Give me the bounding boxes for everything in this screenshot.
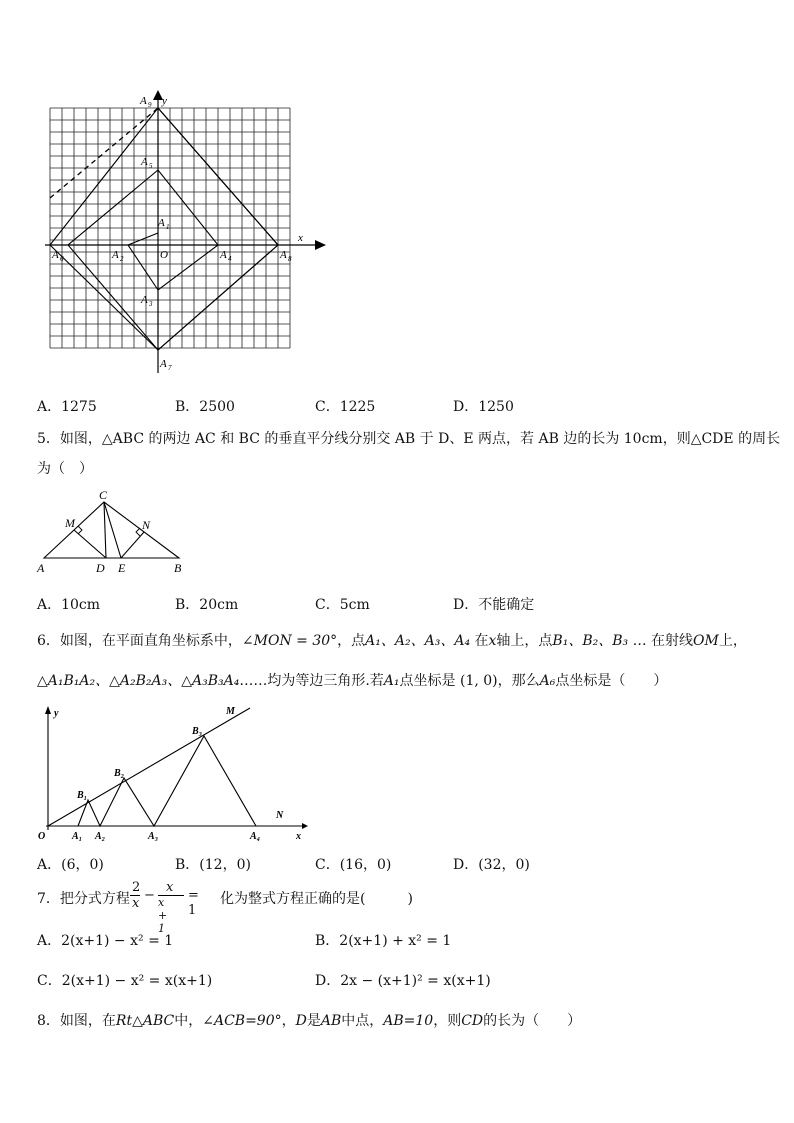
label-n: N (142, 518, 151, 532)
label-m: M (65, 516, 75, 530)
x-axis-arrow (302, 823, 308, 829)
label-a3: A₃ (148, 831, 159, 842)
q4-option-c: C．1225 (315, 399, 376, 415)
label-a6: A (52, 249, 59, 261)
q8-text: 8．如图，在Rt△ABC中，∠ACB=90°，D是AB中点，AB=10，则CD的长为（ ） (37, 1013, 582, 1029)
triangle-figure (36, 488, 188, 576)
label-x: x (296, 831, 301, 842)
svg-text:2: 2 (120, 255, 124, 263)
q6-option-d: D．(32，0) (453, 857, 530, 873)
grid-lines (50, 108, 290, 348)
label-e: E (118, 561, 126, 575)
label-a5: A (141, 156, 148, 168)
label-a: A (37, 561, 45, 575)
q7-text-post: 化为整式方程正确的是( ) (220, 891, 413, 907)
perp-ne (121, 532, 144, 558)
triangles (78, 736, 256, 826)
label-a2: A₂ (95, 831, 106, 842)
label-m: M (226, 706, 235, 717)
label-d: D (96, 561, 105, 575)
right-mark-n (136, 528, 140, 536)
svg-text:9: 9 (148, 101, 152, 109)
q7-text: 7．把分式方程 (37, 891, 130, 907)
label-y: y (162, 95, 167, 107)
q5-text-line2: 为（ ） (37, 461, 93, 477)
label-b2: B₂ (114, 768, 125, 779)
segment-ce (104, 502, 121, 558)
label-b1: B₁ (77, 790, 88, 801)
svg-text:8: 8 (288, 255, 292, 263)
svg-text:4: 4 (228, 255, 232, 263)
label-a4: A₄ (250, 831, 261, 842)
q7-option-c: C．2(x+1) − x² = x(x+1) (37, 973, 213, 989)
q5-text-line1: 5．如图，△ABC 的两边 AC 和 BC 的垂直平分线分别交 AB 于 D、E 两点，若 AB 边的长为 10cm，则△CDE 的周长 (37, 431, 781, 447)
label-c: C (99, 488, 108, 502)
label-a3: A (141, 294, 148, 306)
label-x: x (298, 232, 303, 244)
label-a7: A (160, 358, 167, 370)
q4-option-a: A．1275 (37, 399, 97, 415)
grid-figure (40, 88, 330, 378)
q6-option-a: A．(6，0) (37, 857, 104, 873)
q6-text-line2: △A₁B₁A₂、△A₂B₂A₃、△A₃B₃A₄……均为等边三角形.若A₁点坐标是 (1, 0)，那么A₆点坐标是（ ） (37, 673, 668, 689)
dashed-line (50, 108, 158, 198)
y-axis-arrow (45, 706, 51, 714)
q4-option-b: B．2500 (175, 399, 235, 415)
q7-option-d: D．2x − (x+1)² = x(x+1) (315, 973, 491, 989)
svg-text:6: 6 (60, 255, 64, 263)
svg-text:1: 1 (166, 223, 170, 231)
svg-text:3: 3 (149, 300, 153, 308)
label-a1: A₁ (72, 831, 83, 842)
svg-text:5: 5 (149, 162, 153, 170)
q6-text-line1: 6．如图，在平面直角坐标系中，∠MON = 30°，点A₁、A₂、A₃、A₄ 在x轴上，点B₁、B₂、B₃ … 在射线OM上， (37, 633, 747, 649)
label-b3: B₃ (192, 726, 203, 737)
q7-option-b: B．2(x+1) + x² = 1 (315, 933, 452, 949)
segment-cd (104, 502, 106, 558)
coordinate-figure (36, 700, 316, 842)
label-o: O (160, 249, 168, 261)
label-n: N (276, 810, 284, 821)
q5-option-b: B．20cm (175, 597, 239, 613)
label-a1: A (158, 217, 165, 229)
label-a2: A (112, 249, 119, 261)
label-a4: A (220, 249, 227, 261)
ray-om (48, 708, 250, 826)
label-o: O (38, 831, 46, 842)
label-y: y (54, 708, 59, 719)
q5-option-d: D．不能确定 (453, 597, 535, 613)
label-b: B (174, 561, 182, 575)
q5-option-a: A．10cm (37, 597, 101, 613)
q6-option-b: B．(12，0) (175, 857, 251, 873)
perp-md (74, 530, 106, 558)
triangle-abc (44, 502, 179, 558)
label-a8: A (280, 249, 287, 261)
right-mark-m (78, 526, 82, 534)
q4-option-d: D．1250 (453, 399, 514, 415)
q7-option-a: A．2(x+1) − x² = 1 (37, 933, 174, 949)
svg-text:7: 7 (168, 364, 172, 372)
q5-option-c: C．5cm (315, 597, 370, 613)
q6-option-c: C．(16，0) (315, 857, 392, 873)
label-a9: A (140, 95, 147, 107)
x-axis-arrow (315, 240, 326, 250)
